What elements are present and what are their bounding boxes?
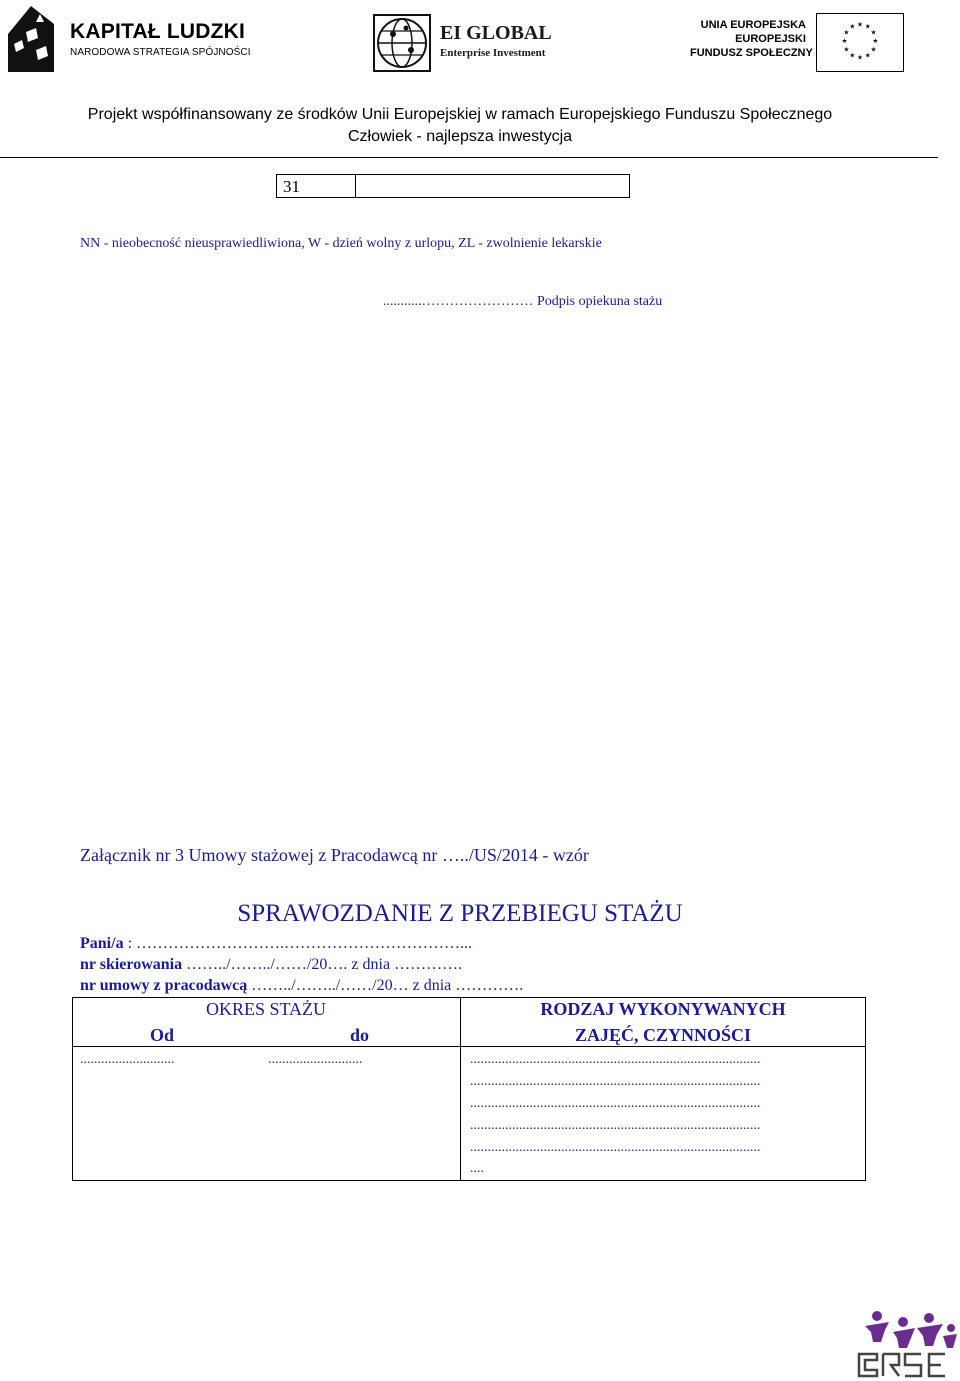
field-umowa <box>80 977 523 995</box>
kapital-ludzki-title: KAPITAŁ LUDZKI <box>70 20 246 43</box>
ei-global-title: EI GLOBAL <box>440 22 552 44</box>
table-header-rodzaj: RODZAJ WYKONYWANYCH <box>540 999 786 1019</box>
annex-heading: Załącznik nr 3 Umowy stażowej z Pracodawcą nr …../US/2014 - wzór <box>80 845 589 865</box>
svg-text:★: ★ <box>856 53 864 62</box>
eu-line-2: EUROPEJSKI <box>735 33 806 45</box>
table-cell-rodzaj-line: ................................................................................... <box>470 1140 761 1155</box>
svg-text:★: ★ <box>843 28 850 37</box>
table-cell-do: ........................... <box>268 1052 363 1067</box>
supervisor-signature-line: ...........…………………… Podpis opiekuna stażu <box>383 294 663 309</box>
project-slogan-line: Człowiek - najlepsza inwestycja <box>347 128 573 145</box>
ei-global-subtitle: Enterprise Investment <box>440 47 546 59</box>
svg-text:★: ★ <box>872 36 879 45</box>
svg-text:★: ★ <box>841 36 848 45</box>
table-cell-rodzaj-line: ................................................................................... <box>470 1052 761 1067</box>
organization-logo-icon <box>855 1308 959 1380</box>
svg-text:★: ★ <box>864 51 871 60</box>
eu-text-block <box>690 18 813 60</box>
absence-legend: NN - nieobecność nieusprawiedliwiona, W - dzień wolny z urlopu, ZL - zwolnienie lekarskie <box>80 236 602 251</box>
field-skierowanie-value: ……../……../……/20…. z dnia …………. <box>182 956 463 973</box>
kapital-ludzki-logo-icon <box>6 4 56 74</box>
field-umowa-label: nr umowy z pracodawcą <box>80 977 248 994</box>
table-header-od: Od <box>150 1025 175 1045</box>
svg-text:★: ★ <box>864 22 871 31</box>
table-header-zajec: ZAJĘĆ, CZYNNOŚCI <box>574 1025 752 1045</box>
page-number-box <box>276 174 630 198</box>
table-cell-od: ........................... <box>80 1052 175 1067</box>
svg-text:★: ★ <box>870 28 877 37</box>
field-pani-label: Pani/a <box>80 935 124 952</box>
page-number-box-divider <box>355 174 356 198</box>
svg-text:★: ★ <box>856 20 864 29</box>
eu-line-3: FUNDUSZ SPOŁECZNY <box>690 47 813 59</box>
svg-text:★: ★ <box>849 22 856 31</box>
report-title: SPRAWOZDANIE Z PRZEBIEGU STAŻU <box>237 900 683 927</box>
svg-text:★: ★ <box>870 45 877 54</box>
field-umowa-value: ……../……../……/20… z dnia …………. <box>247 977 524 994</box>
header-divider <box>0 157 938 158</box>
eu-flag-icon <box>816 13 904 72</box>
table-cell-rodzaj-line: ................................................................................... <box>470 1118 761 1133</box>
table-cell-rodzaj-line: ................................................................................... <box>470 1074 761 1089</box>
ei-global-globe-icon <box>373 14 431 72</box>
table-header-do: do <box>350 1025 370 1045</box>
svg-text:★: ★ <box>843 45 850 54</box>
table-cell-rodzaj-line: .... <box>470 1161 484 1176</box>
svg-text:★: ★ <box>849 51 856 60</box>
table-header-divider <box>72 1046 866 1047</box>
table-cell-rodzaj-line: ................................................................................... <box>470 1096 761 1111</box>
table-header-okres: OKRES STAŻU <box>205 999 327 1019</box>
page-number: 31 <box>283 177 300 196</box>
field-skierowanie <box>80 956 462 974</box>
field-pani <box>80 935 472 953</box>
eu-line-1: UNIA EUROPEJSKA <box>700 19 806 31</box>
field-skierowanie-label: nr skierowania <box>80 956 183 973</box>
kapital-ludzki-subtitle: NARODOWA STRATEGIA SPÓJNOŚCI <box>70 47 251 58</box>
project-cofinancing-line: Projekt współfinansowany ze środków Unii Europejskiej w ramach Europejskiego Funduszu Społecznego <box>87 106 833 123</box>
field-pani-value: : ……………………….……………………………... <box>123 935 473 952</box>
